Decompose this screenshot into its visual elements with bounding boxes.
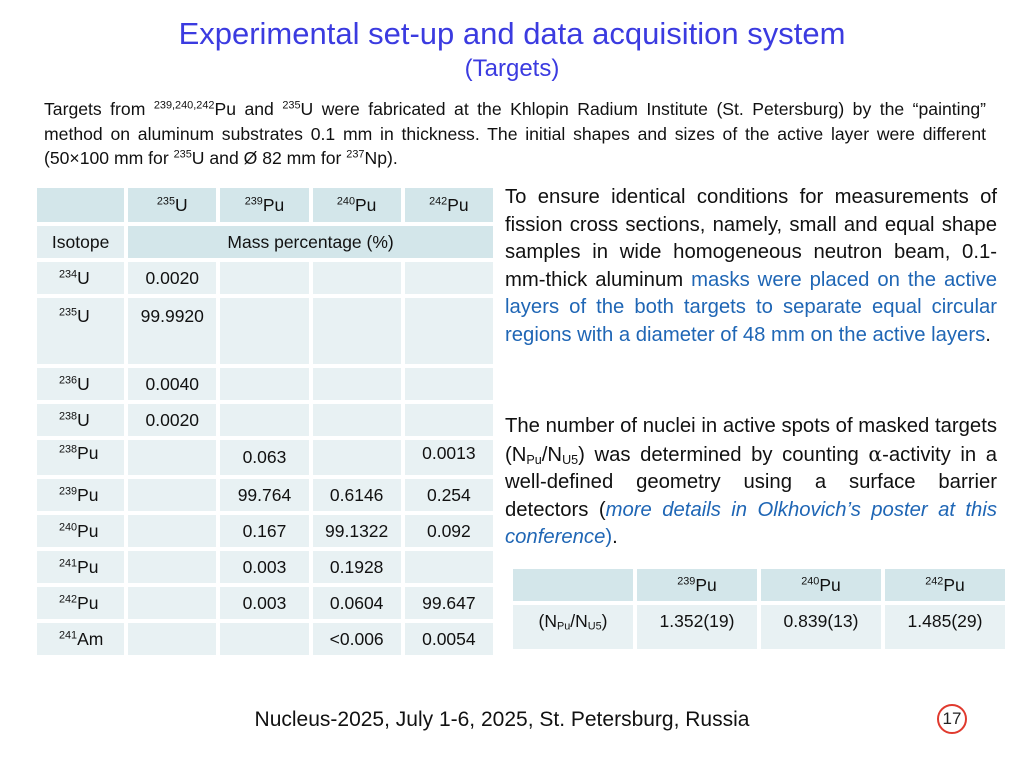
row-label: $(N_{Pu}/N_{U5})$ — [511, 603, 635, 651]
table-cell: 0.003 — [218, 585, 310, 621]
slide-title: Experimental set-up and data acquisition system — [178, 16, 846, 51]
table-corner-cell — [511, 567, 635, 603]
table-cell — [403, 366, 495, 402]
table-cell: 99.1322 — [311, 513, 403, 549]
page-number: 17 — [937, 704, 967, 734]
row-label: $^{241}$Pu — [35, 549, 126, 585]
table-cell: 99.9920 — [126, 296, 218, 366]
row-label: $^{236}$U — [35, 366, 126, 402]
table-cell — [218, 621, 310, 657]
table-cell — [311, 366, 403, 402]
table-row — [511, 603, 1007, 651]
table-cell: 0.0020 — [126, 260, 218, 296]
row-label: $^{240}$Pu — [35, 513, 126, 549]
table-cell — [126, 585, 218, 621]
column-header: $^{240}$Pu — [759, 567, 883, 603]
table-cell: 99.764 — [218, 477, 310, 513]
table-cell: 0.167 — [218, 513, 310, 549]
table-row — [35, 260, 495, 296]
table-row — [35, 366, 495, 402]
column-header: $^{242}$Pu — [403, 186, 495, 224]
table-cell: 0.063 — [218, 438, 310, 477]
table-row — [35, 585, 495, 621]
table-row — [35, 296, 495, 366]
table-header-row — [35, 186, 495, 224]
table-cell — [218, 296, 310, 366]
footer-text: Nucleus-2025, July 1-6, 2025, St. Petersburg, Russia — [254, 708, 750, 731]
table-cell — [218, 260, 310, 296]
mass-percentage-header: Mass percentage (%) — [126, 224, 495, 260]
row-label: $^{242}$Pu — [35, 585, 126, 621]
table-cell: 0.1928 — [311, 549, 403, 585]
table-cell: 0.0013 — [403, 438, 495, 477]
masking-paragraph: To ensure identical conditions for measurements of fission cross sections, namely, small and equal shape samples in wide homogeneous neutron beam, 0.1-mm-thick aluminum masks were placed on the active layers of the both targets to separate equal circular regions with a diameter of 48 mm on the active layers. — [505, 186, 997, 346]
table-subheader-row — [35, 224, 495, 260]
table-cell — [126, 549, 218, 585]
table-cell: 0.0040 — [126, 366, 218, 402]
column-header: $^{239}$Pu — [218, 186, 310, 224]
table-cell — [403, 260, 495, 296]
table-cell: 0.6146 — [311, 477, 403, 513]
table-cell: 0.003 — [218, 549, 310, 585]
table-cell — [126, 513, 218, 549]
column-header: $^{239}$Pu — [635, 567, 759, 603]
intro-paragraph: Targets from $^{239,240,242}$Pu and $^{235}$U were fabricated at the Khlopin Radium Institute (St. Petersburg) by the “painting” method on aluminum substrates 0.1 mm in thickness. The initial shapes and sizes of the active layer were different (50×100 mm for $^{235}$U and Ø 82 mm for $^{237}$Np). — [44, 99, 986, 168]
table-cell — [218, 402, 310, 438]
nuclei-count-paragraph: The number of nuclei in active spots of masked targets $(N_{Pu}/N_{U5})$ was determined by counting α-activity in a well-defined geometry using a surface barrier detectors (more details in Olkhovich’s poster at this conference). — [505, 415, 998, 548]
column-header: $^{240}$Pu — [311, 186, 403, 224]
row-label: $^{238}$U — [35, 402, 126, 438]
table-cell — [311, 438, 403, 477]
table-row — [35, 438, 495, 477]
table-row — [35, 477, 495, 513]
table-cell — [311, 296, 403, 366]
table-row — [35, 621, 495, 657]
table-cell — [218, 366, 310, 402]
table-cell: 1.485(29) — [883, 603, 1007, 651]
table-cell — [311, 402, 403, 438]
table-header-row — [511, 567, 1007, 603]
slide-subtitle: (Targets) — [464, 55, 560, 82]
table-cell: 99.647 — [403, 585, 495, 621]
table-cell: 0.0604 — [311, 585, 403, 621]
row-label: $^{234}$U — [35, 260, 126, 296]
table-row — [35, 513, 495, 549]
table-cell: 1.352(19) — [635, 603, 759, 651]
table-cell — [126, 477, 218, 513]
table-cell: 0.0054 — [403, 621, 495, 657]
table-cell — [311, 260, 403, 296]
table-cell: 0.0020 — [126, 402, 218, 438]
table-cell — [126, 621, 218, 657]
table-cell: 0.092 — [403, 513, 495, 549]
table-row — [35, 549, 495, 585]
row-label: $^{239}$Pu — [35, 477, 126, 513]
isotope-composition-table — [35, 186, 495, 657]
table-cell: <0.006 — [311, 621, 403, 657]
isotope-label-header: Isotope — [35, 224, 126, 260]
alpha-symbol: α — [868, 441, 883, 466]
table-cell — [403, 402, 495, 438]
column-header: $^{242}$Pu — [883, 567, 1007, 603]
nuclei-ratio-table — [511, 567, 1007, 651]
row-label: $^{238}$Pu — [35, 438, 126, 477]
table-cell: 0.254 — [403, 477, 495, 513]
table-cell — [126, 438, 218, 477]
table-cell — [403, 296, 495, 366]
row-label: $^{235}$U — [35, 296, 126, 366]
table-cell — [403, 549, 495, 585]
table-corner-cell — [35, 186, 126, 224]
poster-reference: more details in Olkhovich’s poster at this conference — [505, 498, 997, 548]
column-header: $^{235}$U — [126, 186, 218, 224]
table-cell: 0.839(13) — [759, 603, 883, 651]
table-row — [35, 402, 495, 438]
row-label: $^{241}$Am — [35, 621, 126, 657]
